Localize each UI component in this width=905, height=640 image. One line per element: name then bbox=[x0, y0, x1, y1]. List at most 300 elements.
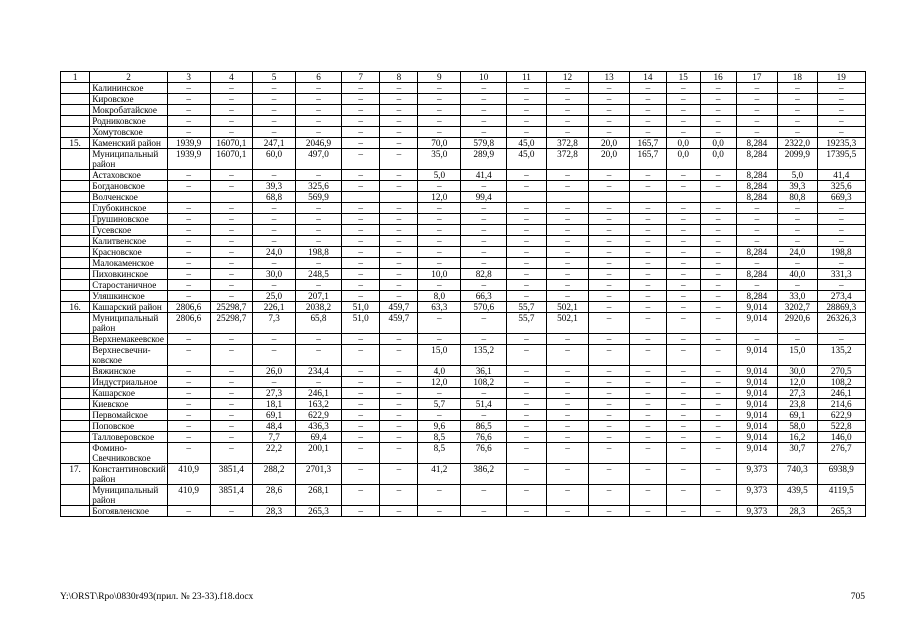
table-row bbox=[61, 280, 866, 291]
table-cell: – bbox=[666, 506, 700, 517]
table-cell: – bbox=[629, 399, 666, 410]
table-cell: – bbox=[817, 127, 865, 138]
table-cell: – bbox=[167, 388, 210, 399]
table-cell: 2099,9 bbox=[778, 149, 817, 170]
table-cell: – bbox=[546, 127, 589, 138]
table-cell: 2046,9 bbox=[295, 138, 341, 149]
table-cell: 459,7 bbox=[380, 302, 418, 313]
row-number bbox=[61, 225, 90, 236]
table-cell: – bbox=[546, 345, 589, 366]
table-cell: – bbox=[700, 366, 736, 377]
table-row bbox=[61, 377, 866, 388]
settlement-name: Кировское bbox=[90, 94, 168, 105]
table-cell: 48,4 bbox=[253, 421, 296, 432]
table-cell: 16070,1 bbox=[210, 149, 253, 170]
table-cell: – bbox=[778, 258, 817, 269]
table-cell: – bbox=[700, 377, 736, 388]
table-cell: – bbox=[380, 214, 418, 225]
table-cell: – bbox=[507, 236, 546, 247]
table-cell: – bbox=[546, 116, 589, 127]
table-cell: – bbox=[342, 105, 380, 116]
table-cell: 289,9 bbox=[461, 149, 507, 170]
row-number bbox=[61, 83, 90, 94]
table-cell: – bbox=[507, 127, 546, 138]
table-cell: – bbox=[295, 83, 341, 94]
table-cell: 2038,2 bbox=[295, 302, 341, 313]
table-cell: 198,8 bbox=[295, 247, 341, 258]
table-cell: 76,6 bbox=[461, 443, 507, 464]
table-cell: 2920,6 bbox=[778, 313, 817, 334]
table-cell: 12,0 bbox=[418, 192, 461, 203]
table-cell: – bbox=[380, 247, 418, 258]
table-cell: 9,014 bbox=[736, 432, 778, 443]
table-cell: – bbox=[629, 388, 666, 399]
table-cell bbox=[700, 192, 736, 203]
table-cell: 26326,3 bbox=[817, 313, 865, 334]
table-cell: – bbox=[507, 105, 546, 116]
column-number: 9 bbox=[418, 72, 461, 83]
table-cell: – bbox=[546, 410, 589, 421]
table-cell: 9,014 bbox=[736, 302, 778, 313]
table-cell: – bbox=[778, 334, 817, 345]
table-cell: – bbox=[507, 203, 546, 214]
table-cell: 8,284 bbox=[736, 138, 778, 149]
table-row bbox=[61, 149, 866, 170]
table-cell: – bbox=[461, 506, 507, 517]
table-cell: – bbox=[700, 83, 736, 94]
table-cell: – bbox=[666, 399, 700, 410]
table-cell: 55,7 bbox=[507, 313, 546, 334]
table-cell: 0,0 bbox=[666, 138, 700, 149]
table-cell: – bbox=[546, 334, 589, 345]
data-table bbox=[60, 71, 866, 517]
table-cell: – bbox=[507, 377, 546, 388]
table-cell: – bbox=[589, 291, 629, 302]
table-cell: – bbox=[700, 170, 736, 181]
table-cell: – bbox=[736, 280, 778, 291]
column-number: 14 bbox=[629, 72, 666, 83]
table-cell: 9,014 bbox=[736, 443, 778, 464]
table-cell: 198,8 bbox=[817, 247, 865, 258]
table-cell: – bbox=[629, 377, 666, 388]
table-row bbox=[61, 334, 866, 345]
table-cell: 9,373 bbox=[736, 464, 778, 485]
settlement-name: Муниципальный район bbox=[90, 149, 168, 170]
table-cell: – bbox=[589, 377, 629, 388]
table-cell: – bbox=[342, 127, 380, 138]
table-cell: – bbox=[666, 377, 700, 388]
table-cell: 40,0 bbox=[778, 269, 817, 280]
table-cell: – bbox=[210, 410, 253, 421]
table-row bbox=[61, 313, 866, 334]
table-cell: 19235,3 bbox=[817, 138, 865, 149]
table-cell: – bbox=[700, 345, 736, 366]
table-cell: 226,1 bbox=[253, 302, 296, 313]
settlement-name: Уляшкинское bbox=[90, 291, 168, 302]
table-cell: – bbox=[210, 506, 253, 517]
table-cell: 270,5 bbox=[817, 366, 865, 377]
table-cell: 9,014 bbox=[736, 410, 778, 421]
table-cell: – bbox=[589, 464, 629, 485]
table-row bbox=[61, 192, 866, 203]
table-cell: – bbox=[817, 334, 865, 345]
table-cell: – bbox=[380, 181, 418, 192]
table-cell: 51,4 bbox=[461, 399, 507, 410]
table-cell: – bbox=[817, 83, 865, 94]
table-cell: 459,7 bbox=[380, 313, 418, 334]
column-number: 2 bbox=[90, 72, 168, 83]
table-cell: 6938,9 bbox=[817, 464, 865, 485]
table-cell: – bbox=[210, 236, 253, 247]
column-number: 11 bbox=[507, 72, 546, 83]
table-cell: – bbox=[167, 225, 210, 236]
table-cell: – bbox=[700, 105, 736, 116]
table-cell: – bbox=[546, 258, 589, 269]
column-number: 6 bbox=[295, 72, 341, 83]
table-cell: – bbox=[380, 203, 418, 214]
table-cell: – bbox=[700, 280, 736, 291]
table-cell: – bbox=[700, 421, 736, 432]
row-number bbox=[61, 170, 90, 181]
row-number bbox=[61, 247, 90, 258]
table-cell: 36,1 bbox=[461, 366, 507, 377]
table-cell: – bbox=[666, 410, 700, 421]
table-cell: 20,0 bbox=[589, 149, 629, 170]
table-cell: – bbox=[253, 127, 296, 138]
table-cell: – bbox=[418, 181, 461, 192]
table-cell: – bbox=[210, 105, 253, 116]
table-cell: – bbox=[167, 377, 210, 388]
table-cell: – bbox=[700, 94, 736, 105]
table-cell: – bbox=[507, 116, 546, 127]
row-number bbox=[61, 388, 90, 399]
row-number bbox=[61, 345, 90, 366]
table-cell: – bbox=[253, 225, 296, 236]
table-cell: – bbox=[461, 258, 507, 269]
table-cell: 288,2 bbox=[253, 464, 296, 485]
table-cell: – bbox=[666, 313, 700, 334]
table-cell: – bbox=[461, 410, 507, 421]
table-cell: – bbox=[736, 105, 778, 116]
table-cell: – bbox=[295, 280, 341, 291]
settlement-name: Фомино-Свечниковское bbox=[90, 443, 168, 464]
table-cell: 9,6 bbox=[418, 421, 461, 432]
table-cell: – bbox=[461, 334, 507, 345]
table-cell: 4119,5 bbox=[817, 485, 865, 506]
table-cell: – bbox=[546, 506, 589, 517]
table-cell: – bbox=[380, 149, 418, 170]
table-cell: – bbox=[629, 116, 666, 127]
table-cell: – bbox=[380, 334, 418, 345]
table-cell: 248,5 bbox=[295, 269, 341, 280]
table-cell: – bbox=[589, 443, 629, 464]
table-cell: 30,0 bbox=[778, 366, 817, 377]
table-cell: 146,0 bbox=[817, 432, 865, 443]
table-cell: – bbox=[380, 506, 418, 517]
table-cell: 1939,9 bbox=[167, 149, 210, 170]
table-cell: – bbox=[167, 127, 210, 138]
table-cell: – bbox=[418, 116, 461, 127]
table-cell: – bbox=[666, 247, 700, 258]
table-cell: – bbox=[666, 105, 700, 116]
table-cell: – bbox=[817, 116, 865, 127]
table-cell: – bbox=[700, 236, 736, 247]
row-number bbox=[61, 399, 90, 410]
table-cell: – bbox=[342, 464, 380, 485]
table-cell: 24,0 bbox=[253, 247, 296, 258]
table-cell: – bbox=[589, 236, 629, 247]
table-cell: 28,3 bbox=[253, 506, 296, 517]
table-cell: – bbox=[629, 181, 666, 192]
table-cell: – bbox=[589, 116, 629, 127]
table-cell: 60,0 bbox=[253, 149, 296, 170]
table-cell: – bbox=[629, 236, 666, 247]
table-cell: – bbox=[589, 421, 629, 432]
table-cell: – bbox=[629, 443, 666, 464]
table-cell: – bbox=[700, 269, 736, 280]
table-cell: – bbox=[380, 399, 418, 410]
table-cell: 8,284 bbox=[736, 269, 778, 280]
table-cell: – bbox=[629, 214, 666, 225]
column-number: 4 bbox=[210, 72, 253, 83]
table-cell: – bbox=[700, 291, 736, 302]
table-cell: 0,0 bbox=[700, 138, 736, 149]
table-cell: 8,284 bbox=[736, 192, 778, 203]
table-cell: – bbox=[629, 366, 666, 377]
settlement-name: Поповское bbox=[90, 421, 168, 432]
table-cell: 579,8 bbox=[461, 138, 507, 149]
row-number bbox=[61, 291, 90, 302]
table-cell: – bbox=[342, 334, 380, 345]
table-cell: – bbox=[589, 214, 629, 225]
table-header-row bbox=[61, 72, 866, 83]
table-cell: – bbox=[380, 236, 418, 247]
table-cell: – bbox=[380, 116, 418, 127]
table-cell: – bbox=[342, 280, 380, 291]
table-row bbox=[61, 170, 866, 181]
settlement-name: Гусевское bbox=[90, 225, 168, 236]
table-cell: – bbox=[700, 334, 736, 345]
table-cell: – bbox=[461, 225, 507, 236]
table-cell: – bbox=[589, 247, 629, 258]
table-cell: – bbox=[342, 149, 380, 170]
table-cell: – bbox=[736, 94, 778, 105]
table-cell: – bbox=[778, 94, 817, 105]
table-cell: 108,2 bbox=[461, 377, 507, 388]
table-cell: – bbox=[342, 83, 380, 94]
table-cell bbox=[380, 192, 418, 203]
table-cell: 8,284 bbox=[736, 170, 778, 181]
table-cell: – bbox=[380, 138, 418, 149]
row-number bbox=[61, 105, 90, 116]
row-number: 16. bbox=[61, 302, 90, 313]
table-cell: – bbox=[546, 388, 589, 399]
settlement-name: Верхнемакеевское bbox=[90, 334, 168, 345]
table-row bbox=[61, 127, 866, 138]
table-cell: – bbox=[629, 247, 666, 258]
table-cell: – bbox=[666, 116, 700, 127]
table-cell: 4,0 bbox=[418, 366, 461, 377]
table-cell: 265,3 bbox=[817, 506, 865, 517]
table-cell: – bbox=[778, 203, 817, 214]
settlement-name: Глубокинское bbox=[90, 203, 168, 214]
table-cell: 372,8 bbox=[546, 149, 589, 170]
row-number bbox=[61, 443, 90, 464]
table-cell: – bbox=[629, 203, 666, 214]
table-cell: 24,0 bbox=[778, 247, 817, 258]
table-cell: – bbox=[167, 269, 210, 280]
table-cell: 9,373 bbox=[736, 506, 778, 517]
table-cell: – bbox=[546, 291, 589, 302]
table-cell: – bbox=[418, 225, 461, 236]
table-cell: – bbox=[342, 258, 380, 269]
table-cell: – bbox=[210, 214, 253, 225]
settlement-name: Кашарское bbox=[90, 388, 168, 399]
row-number: 17. bbox=[61, 464, 90, 485]
settlement-name: Индустриальное bbox=[90, 377, 168, 388]
table-cell: – bbox=[210, 247, 253, 258]
table-cell: – bbox=[507, 485, 546, 506]
table-cell: – bbox=[546, 105, 589, 116]
table-cell: 26,0 bbox=[253, 366, 296, 377]
table-cell: 20,0 bbox=[589, 138, 629, 149]
table-cell: 8,284 bbox=[736, 181, 778, 192]
table-cell: 99,4 bbox=[461, 192, 507, 203]
row-number bbox=[61, 269, 90, 280]
table-cell: – bbox=[210, 443, 253, 464]
table-cell: – bbox=[210, 280, 253, 291]
table-cell: 70,0 bbox=[418, 138, 461, 149]
table-cell: – bbox=[507, 247, 546, 258]
table-cell: 325,6 bbox=[295, 181, 341, 192]
table-cell: – bbox=[418, 313, 461, 334]
table-cell: – bbox=[700, 181, 736, 192]
settlement-name: Астаховское bbox=[90, 170, 168, 181]
table-cell: – bbox=[167, 280, 210, 291]
table-cell: 5,0 bbox=[778, 170, 817, 181]
table-cell: – bbox=[666, 83, 700, 94]
table-cell: – bbox=[629, 105, 666, 116]
table-cell: – bbox=[546, 181, 589, 192]
table-cell: – bbox=[736, 225, 778, 236]
table-cell: – bbox=[629, 485, 666, 506]
table-cell: – bbox=[589, 225, 629, 236]
table-cell: – bbox=[210, 127, 253, 138]
table-cell: – bbox=[342, 94, 380, 105]
table-cell: – bbox=[666, 345, 700, 366]
column-number: 1 bbox=[61, 72, 90, 83]
table-cell: – bbox=[210, 116, 253, 127]
table-cell: 30,0 bbox=[253, 269, 296, 280]
table-cell: – bbox=[817, 94, 865, 105]
table-cell: 7,3 bbox=[253, 313, 296, 334]
table-cell: – bbox=[253, 334, 296, 345]
table-cell: 276,7 bbox=[817, 443, 865, 464]
table-cell: – bbox=[461, 94, 507, 105]
table-cell: 7,7 bbox=[253, 432, 296, 443]
table-cell: 135,2 bbox=[817, 345, 865, 366]
table-cell: – bbox=[629, 313, 666, 334]
column-number: 19 bbox=[817, 72, 865, 83]
table-cell: 69,1 bbox=[253, 410, 296, 421]
table-cell: – bbox=[817, 214, 865, 225]
table-cell: – bbox=[167, 181, 210, 192]
table-cell: – bbox=[295, 116, 341, 127]
table-cell: – bbox=[342, 388, 380, 399]
table-cell: 69,4 bbox=[295, 432, 341, 443]
table-cell: 65,8 bbox=[295, 313, 341, 334]
table-cell: 8,284 bbox=[736, 247, 778, 258]
table-row bbox=[61, 258, 866, 269]
table-cell: – bbox=[418, 280, 461, 291]
table-cell: – bbox=[589, 302, 629, 313]
table-cell: – bbox=[546, 225, 589, 236]
row-number bbox=[61, 377, 90, 388]
table-cell: 372,8 bbox=[546, 138, 589, 149]
table-cell: – bbox=[342, 485, 380, 506]
table-cell: – bbox=[210, 203, 253, 214]
table-cell: – bbox=[295, 258, 341, 269]
table-cell: – bbox=[210, 225, 253, 236]
table-cell: 28,6 bbox=[253, 485, 296, 506]
table-cell: – bbox=[461, 105, 507, 116]
table-cell: – bbox=[546, 432, 589, 443]
table-row bbox=[61, 485, 866, 506]
table-cell: 265,3 bbox=[295, 506, 341, 517]
table-cell: 740,3 bbox=[778, 464, 817, 485]
table-row bbox=[61, 181, 866, 192]
table-row bbox=[61, 366, 866, 377]
table-cell: – bbox=[418, 127, 461, 138]
table-cell: 0,0 bbox=[666, 149, 700, 170]
table-cell: 8,5 bbox=[418, 432, 461, 443]
table-cell: – bbox=[666, 464, 700, 485]
row-number bbox=[61, 94, 90, 105]
table-cell: 2322,0 bbox=[778, 138, 817, 149]
table-cell: 9,014 bbox=[736, 377, 778, 388]
table-cell: 33,0 bbox=[778, 291, 817, 302]
table-cell: – bbox=[507, 94, 546, 105]
table-cell: – bbox=[380, 127, 418, 138]
table-cell: – bbox=[380, 170, 418, 181]
column-number: 18 bbox=[778, 72, 817, 83]
table-cell: – bbox=[210, 377, 253, 388]
table-cell: 247,1 bbox=[253, 138, 296, 149]
table-cell: – bbox=[589, 170, 629, 181]
table-cell: – bbox=[507, 410, 546, 421]
page-number: 705 bbox=[850, 592, 865, 602]
table-cell: – bbox=[736, 83, 778, 94]
table-cell: – bbox=[700, 388, 736, 399]
table-cell: – bbox=[461, 116, 507, 127]
settlement-name: Первомайское bbox=[90, 410, 168, 421]
table-cell: 3202,7 bbox=[778, 302, 817, 313]
table-cell: – bbox=[546, 214, 589, 225]
settlement-name: Верхнесвечни-ковское bbox=[90, 345, 168, 366]
table-cell: – bbox=[342, 432, 380, 443]
table-cell: – bbox=[629, 225, 666, 236]
table-cell: – bbox=[380, 377, 418, 388]
table-cell: – bbox=[253, 236, 296, 247]
table-cell: – bbox=[380, 388, 418, 399]
table-cell: 8,5 bbox=[418, 443, 461, 464]
table-cell: – bbox=[418, 94, 461, 105]
table-cell: – bbox=[295, 377, 341, 388]
table-cell: – bbox=[817, 236, 865, 247]
table-cell: – bbox=[342, 170, 380, 181]
table-cell: – bbox=[666, 432, 700, 443]
table-cell: – bbox=[589, 127, 629, 138]
